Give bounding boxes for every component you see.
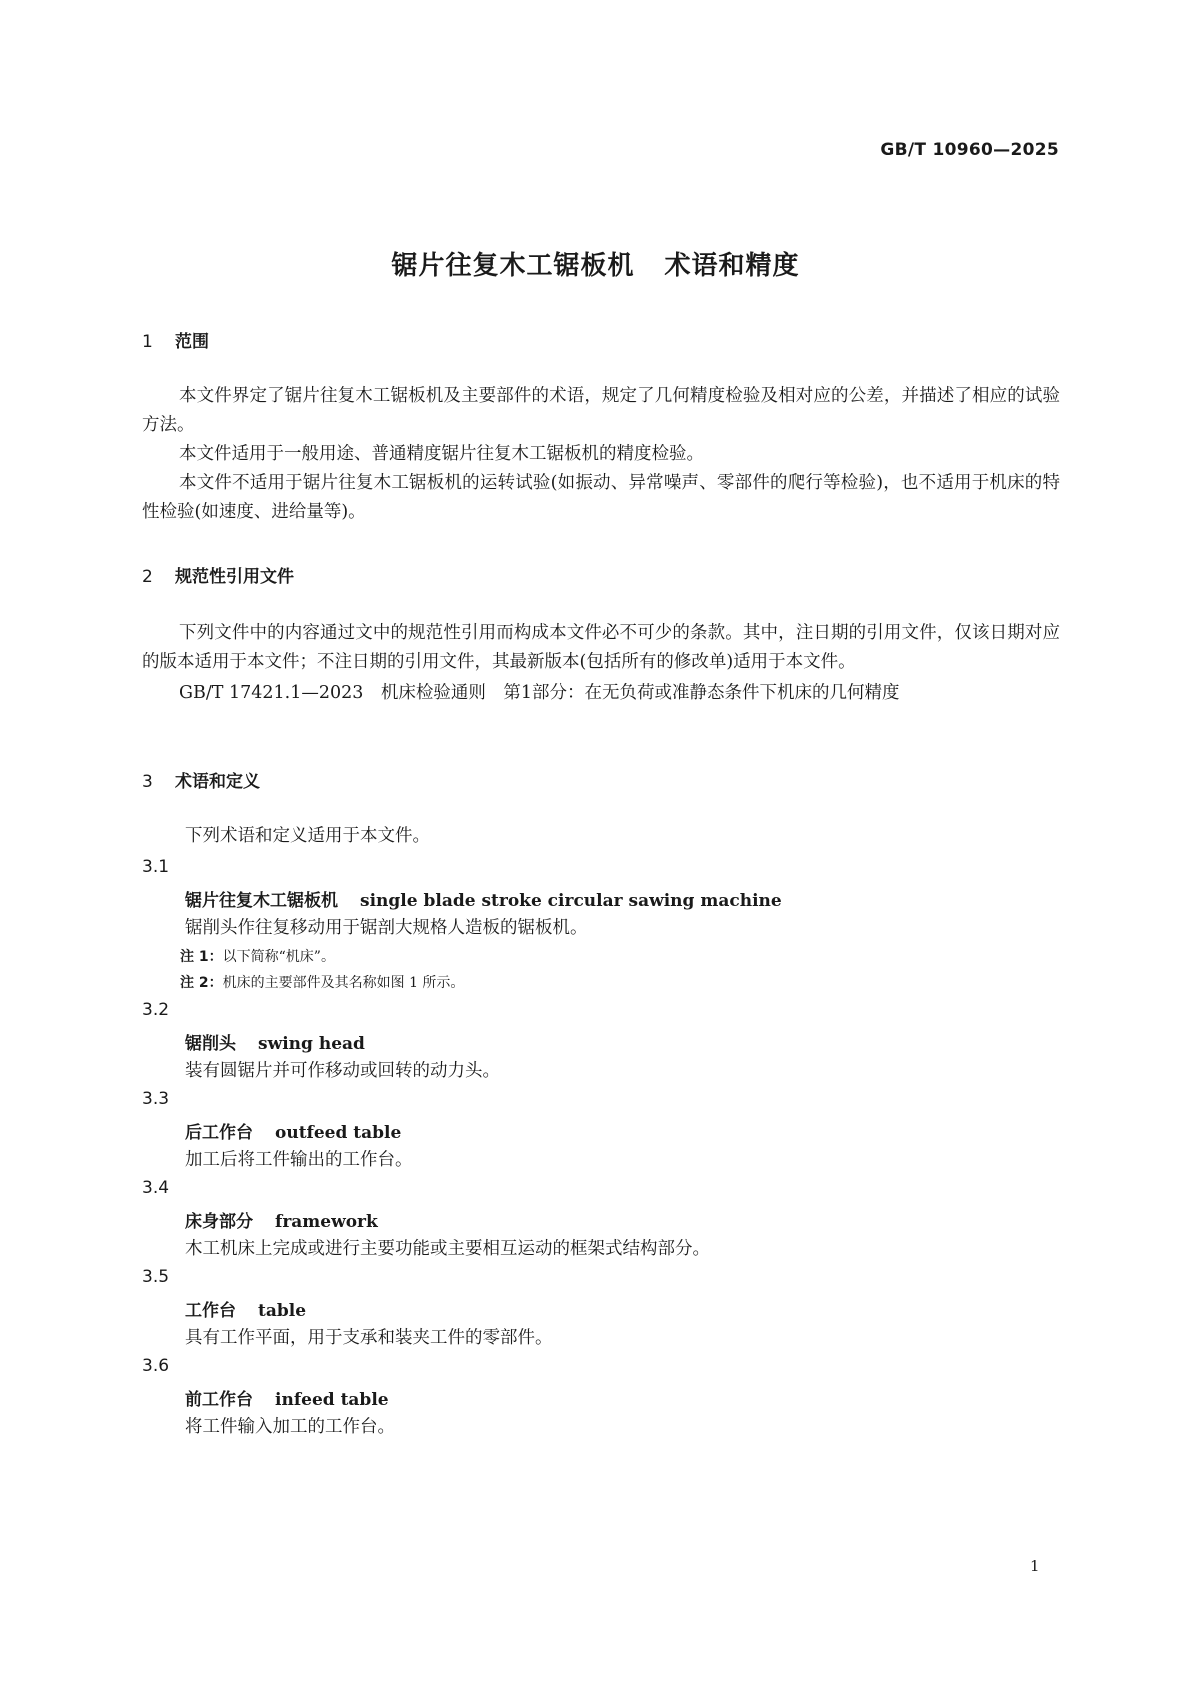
term-english: table: [258, 1301, 307, 1321]
note-2: [180, 972, 464, 992]
scope-paragraph-3: 本文件不适用于锯片往复木工锯板机的运转试验(如振动、异常噪声、零部件的爬行等检验)，也不适用于机床的特性检验(如速度、进给量等)。: [142, 473, 1060, 522]
term-entry: [185, 886, 782, 911]
section-number: 1: [142, 332, 153, 352]
references-intro: 下列文件中的内容通过文中的规范性引用而构成本文件必不可少的条款。其中，注日期的引用文件，仅该日期对应的版本适用于本文件；不注日期的引用文件，其最新版本(包括所有的修改单)适用于本文件。: [142, 623, 1060, 672]
term-definition: 加工后将工件输出的工作台。: [185, 1150, 413, 1170]
references-paragraphs: [142, 619, 1060, 708]
term-english: framework: [275, 1212, 378, 1232]
note-label: 注 2：: [180, 975, 223, 991]
term-number: 3.6: [142, 1356, 170, 1376]
term-chinese: 锯削头: [185, 1034, 236, 1054]
note-text: 机床的主要部件及其名称如图 1 所示。: [222, 975, 465, 991]
section-heading-scope: [142, 327, 209, 352]
section-number: 2: [142, 567, 153, 587]
term-entry: [185, 1118, 401, 1143]
standard-code: GB/T 10960—2025: [880, 140, 1059, 160]
term-english: single blade stroke circular sawing machine: [360, 891, 782, 911]
term-entry: [185, 1385, 389, 1410]
section-heading-normative-references: [142, 562, 294, 587]
section-title: 范围: [175, 332, 209, 352]
term-definition: 装有圆锯片并可作移动或回转的动力头。: [185, 1061, 500, 1081]
term-english: outfeed table: [275, 1123, 402, 1143]
term-english: infeed table: [275, 1390, 389, 1410]
term-english: swing head: [258, 1034, 365, 1054]
term-entry: [185, 1029, 365, 1054]
section-heading-terms: [142, 767, 260, 792]
term-definition: 具有工作平面，用于支承和装夹工件的零部件。: [185, 1328, 553, 1348]
title-part-2: 术语和精度: [664, 251, 800, 281]
note-label: 注 1：: [180, 949, 223, 965]
term-chinese: 床身部分: [185, 1212, 253, 1232]
term-number: 3.2: [142, 1000, 170, 1020]
scope-paragraph-2: 本文件适用于一般用途、普通精度锯片往复木工锯板机的精度检验。: [179, 444, 704, 464]
section-title: 规范性引用文件: [175, 567, 294, 587]
term-chinese: 后工作台: [185, 1123, 253, 1143]
term-number: 3.1: [142, 857, 170, 877]
term-entry: [185, 1207, 378, 1232]
page-number: 1: [1030, 1557, 1040, 1575]
document-title: [0, 245, 1191, 282]
note-text: 以下简称“机床”。: [222, 949, 335, 965]
scope-paragraph-1: 本文件界定了锯片往复木工锯板机及主要部件的术语，规定了几何精度检验及相对应的公差，并描述了相应的试验方法。: [142, 386, 1060, 435]
term-entry: [185, 1296, 306, 1321]
term-number: 3.4: [142, 1178, 170, 1198]
note-1: [180, 946, 335, 966]
term-chinese: 前工作台: [185, 1390, 253, 1410]
section-title: 术语和定义: [175, 772, 260, 792]
reference-item: GB/T 17421.1—2023 机床检验通则 第1部分：在无负荷或准静态条件下机床的几何精度: [179, 683, 900, 703]
term-chinese: 锯片往复木工锯板机: [185, 891, 338, 911]
term-definition: 锯削头作往复移动用于锯剖大规格人造板的锯板机。: [185, 918, 588, 938]
scope-paragraphs: [142, 382, 1060, 527]
term-definition: 木工机床上完成或进行主要功能或主要相互运动的框架式结构部分。: [185, 1239, 710, 1259]
term-chinese: 工作台: [185, 1301, 236, 1321]
term-definition: 将工件输入加工的工作台。: [185, 1417, 395, 1437]
title-part-1: 锯片往复木工锯板机: [391, 251, 635, 281]
term-number: 3.5: [142, 1267, 170, 1287]
terms-intro: 下列术语和定义适用于本文件。: [185, 826, 430, 846]
term-number: 3.3: [142, 1089, 170, 1109]
section-number: 3: [142, 772, 153, 792]
